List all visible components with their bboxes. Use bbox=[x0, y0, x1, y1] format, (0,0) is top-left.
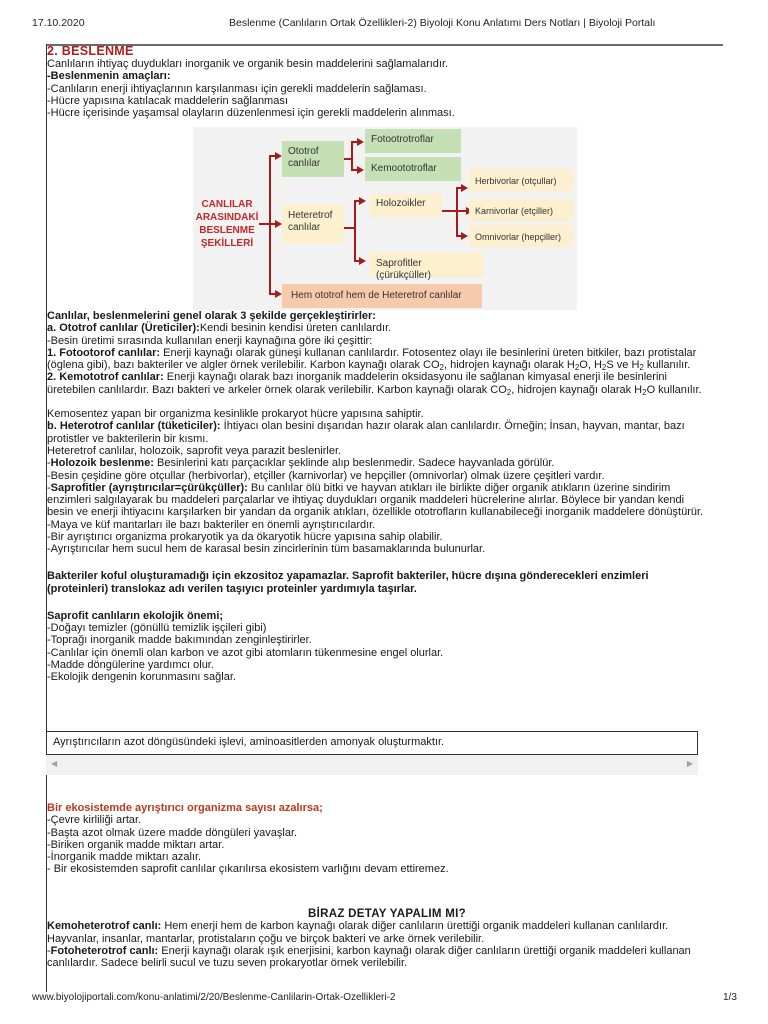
root-label-line: CANLILAR bbox=[201, 199, 253, 210]
box-ototrof: Ototrof canlılar bbox=[282, 141, 344, 177]
box-heterotrof: Heteretrof canlılar bbox=[282, 204, 344, 244]
arrow-icon bbox=[359, 257, 366, 265]
root-label-line: ARASINDAKİ bbox=[195, 212, 259, 223]
list-item: -Toprağı inorganik madde bakımından zenginleştirirler. bbox=[47, 634, 312, 647]
arrow-icon bbox=[275, 152, 282, 160]
term: Saprofitler (ayrıştırıcılar=çürükçüller): bbox=[50, 481, 248, 494]
connector bbox=[259, 223, 269, 225]
text-line: Hayvanlar, insanlar, mantarlar, protistaların çoğu ve birçok bakteri ve arke örnek verilebilir. bbox=[47, 932, 485, 945]
aim-item: -Hücre yapısına katılacak maddelerin sağlanması bbox=[47, 94, 288, 107]
text-line: -Besin üretimi sırasında kullanılan enerji kaynağına göre iki çeşittir: bbox=[47, 334, 373, 347]
text: O kullanılır. bbox=[646, 383, 702, 396]
term: b. Heterotrof canlılar (tüketiciler): bbox=[47, 420, 221, 433]
list-item: -Biriken organik madde miktarı artar. bbox=[47, 838, 225, 851]
subscript: 2 bbox=[642, 387, 647, 397]
info-note-box: Ayrıştırıcıların azot döngüsündeki işlevi, aminoasitlerden amonyak oluşturmaktır. bbox=[46, 731, 698, 755]
text-line: -Besin çeşidine göre otçullar (herbivorlar), etçiller (karnivorlar) ve hepçiller (omnivorlar) olmak üzere çeşitleri vardır. bbox=[47, 469, 605, 482]
aim-item: -Hücre içerisinde yaşamsal olayların düzenlenmesi için gerekli maddelerin alınması. bbox=[47, 107, 455, 120]
list-item: -Başta azot olmak üzere madde döngüleri yavaşlar. bbox=[47, 826, 298, 839]
text: S ve H bbox=[606, 359, 640, 372]
arrow-icon bbox=[357, 166, 364, 174]
holozoik-def bbox=[47, 457, 727, 469]
article-body bbox=[47, 310, 727, 683]
definition: Enerji kaynağı olarak güneşi kullanan canlılardır. Fotosentez olayı ile besinlerini üreten bitkiler, bazı protistalar bbox=[160, 346, 697, 359]
list-item: -Bir ayrıştırıcı organizma prokaryotik ya da ökaryotik hücre yapısına sahip olabilir. bbox=[47, 531, 443, 544]
text: (öglena gibi), bazı bakteriler ve algler örnek verilebilir. Karbon kaynağı olarak CO bbox=[47, 359, 440, 372]
root-label-line: BESLENME bbox=[199, 225, 255, 236]
term: Holozoik beslenme: bbox=[50, 457, 154, 470]
paragraph-heading: Canlılar, beslenmelerini genel olarak 3 şekilde gerçekleştirirler: bbox=[47, 310, 376, 322]
subscript: 2 bbox=[574, 363, 580, 373]
text-line: protistler ve bakterilerin bir kısmı. bbox=[47, 432, 209, 445]
list-item: -İnorganik madde miktarı azalır. bbox=[47, 851, 202, 864]
page-number: 1/3 bbox=[723, 992, 737, 1003]
list-item: -Canlılar için önemli olan karbon ve azot gibi atomların tükenmesine engel olurlar. bbox=[47, 646, 444, 659]
text-line: besin ve enerji ihtiyacını karşılarken bir yandan da organik atıkları, özellikle ototrofların kullanabileceği inorganik maddelere dönüştürür. bbox=[47, 506, 704, 519]
spacer bbox=[47, 556, 727, 570]
intro-text: Canlıların ihtiyaç duydukları inorganik ve organik besin maddelerini sağlamalarıdır. bbox=[47, 58, 449, 70]
text-line bbox=[47, 359, 727, 371]
definition: Enerji kaynağı olarak bazı inorganik maddelerin oksidasyonu ile sağlanan kimyasal enerji ile besinlerini bbox=[163, 371, 667, 384]
spacer bbox=[47, 597, 727, 610]
definition: Kendi besinin kendisi üreten canlılardır. bbox=[199, 322, 392, 335]
arrow-icon bbox=[357, 138, 364, 146]
arrow-icon bbox=[275, 290, 282, 298]
box-karnivor: Karnivorlar (etçiller) bbox=[469, 199, 573, 221]
definition: Enerji kaynağı olarak ışık enerjisini, karbon kaynağı olarak diğer canlıların ürettiği organik maddeleri kullanan bbox=[158, 944, 691, 957]
page-url: www.biyolojiportali.com/konu-anlatimi/2/20/Beslenme-Canlilarin-Ortak-Ozellikleri-2 bbox=[32, 992, 396, 1003]
dash: - bbox=[47, 457, 51, 470]
text: O, H bbox=[579, 359, 602, 372]
box-omnivor: Omnivorlar (hepçiller) bbox=[469, 225, 573, 247]
subscript: 2 bbox=[601, 363, 607, 373]
fotoototrof-def bbox=[47, 347, 727, 359]
box-herbivor: Herbivorlar (otçullar) bbox=[469, 169, 573, 191]
section-title: 2. BESLENME bbox=[47, 44, 134, 58]
box-mixed: Hem ototrof hem de Heteretrof canlılar bbox=[282, 284, 482, 308]
term: Fotoheterotrof canlı: bbox=[50, 944, 159, 957]
list-item: - Bir ekosistemden saprofit canlılar çıkarılırsa ekosistem varlığını devam ettiremez. bbox=[47, 863, 449, 876]
term: 1. Fotootorof canlılar: bbox=[47, 346, 161, 359]
list-item: -Doğayı temizler (gönüllü temizlik işçileri gibi) bbox=[47, 621, 267, 634]
aim-item: -Canlıların enerji ihtiyaçlarının karşılanması için gerekli maddelerin sağlaması. bbox=[47, 82, 427, 95]
box-fotoototrof: Fotootrotroflar bbox=[365, 129, 461, 153]
connector bbox=[344, 227, 354, 229]
text-line: enzimleri salgılayarak bu maddeleri parçalarlar ve ihtiyaç duydukları organik maddeleri hücrelerine alırlar. Böylece bir yandan kendi bbox=[47, 494, 685, 507]
box-kemoototrof: Kemoototroflar bbox=[365, 157, 461, 181]
nutrition-types-diagram bbox=[193, 127, 577, 310]
subscript: 2 bbox=[439, 363, 444, 373]
spacer bbox=[47, 396, 727, 408]
ecosystem-heading: Bir ekosistemde ayrıştırıcı organizma sayısı azalırsa; bbox=[47, 802, 323, 814]
list-item: -Madde döngülerine yardımcı olur. bbox=[47, 658, 214, 671]
saprofit-def bbox=[47, 482, 727, 494]
text: , hidrojen kaynağı olarak H bbox=[443, 359, 575, 372]
list-item: -Ekolojik dengenin korunmasını sağlar. bbox=[47, 671, 236, 684]
subscript: 2 bbox=[506, 387, 512, 397]
definition: Hem enerji hem de karbon kaynağı olarak diğer canlıların ürettiği organik maddeleri kullanan canlılardır. bbox=[161, 920, 669, 933]
detail-heading: BİRAZ DETAY YAPALIM MI? bbox=[308, 908, 466, 920]
list-item: -Ayrıştırıcılar hem sucul hem de karasal besin zincirlerinin tüm basamaklarında bulunurlar. bbox=[47, 543, 486, 556]
root-label-line: ŞEKİLLERİ bbox=[200, 238, 254, 249]
term: 2. Kemototrof canlılar: bbox=[47, 371, 164, 384]
connector bbox=[269, 155, 271, 295]
box-saprofit: Saprofitler (çürükçüller) bbox=[370, 252, 484, 277]
diagram-root-label bbox=[195, 198, 259, 250]
dash: - bbox=[47, 481, 51, 494]
page-title: Beslenme (Canlıların Ortak Özellikleri-2) Biyoloji Konu Anlatımı Ders Notları | Biyoloji Portalı bbox=[229, 17, 656, 29]
scroll-left-arrow-icon[interactable]: ◀ bbox=[51, 759, 58, 768]
box-holozoik: Holozoikler bbox=[370, 194, 442, 217]
kemototrof-def bbox=[47, 371, 727, 383]
horizontal-scrollbar[interactable] bbox=[46, 755, 698, 775]
list-item: -Çevre kirliliği artar. bbox=[47, 814, 142, 827]
connector bbox=[442, 210, 466, 212]
kemoheterotrof-def bbox=[47, 920, 727, 932]
connector bbox=[354, 200, 356, 262]
text-line: canlılardır. Sadece belirli sucul ve tuzu seven prokaryotlar örnek verilebilir. bbox=[47, 957, 408, 970]
aims-heading: -Beslenmenin amaçları: bbox=[47, 70, 171, 83]
text-line: Heteretrof canlılar, holozoik, saprofit veya parazit beslenirler. bbox=[47, 444, 342, 457]
definition: Besinlerini katı parçacıklar şeklinde alıp beslenmedir. Sadece hayvanlada görülür. bbox=[153, 457, 555, 470]
article-content bbox=[47, 44, 727, 119]
bold-note: (proteinleri) translokaz adı verilen taşıyıcı proteinler yardımıyla taşırlar. bbox=[47, 583, 417, 596]
bold-note: Bakteriler koful oluşturamadığı için ekzositoz yapamazlar. Saprofit bakteriler, hücre dışına gönderecekleri enzimleri bbox=[47, 569, 649, 582]
ecology-heading: Saprofit canlıların ekolojik önemi; bbox=[47, 609, 224, 622]
subscript: 2 bbox=[639, 363, 644, 373]
scroll-right-arrow-icon[interactable]: ▶ bbox=[686, 759, 693, 768]
connector bbox=[456, 187, 458, 237]
text: üretebilen canlılardır. Bazı bakteri ve arkeler örnek olarak verilebilir. Karbon kaynağı olarak CO bbox=[47, 383, 507, 396]
print-date: 17.10.2020 bbox=[32, 17, 85, 29]
text-line bbox=[47, 384, 727, 396]
definition: İhtiyacı olan besini dışarıdan hazır olarak alan canlılardır. Örneğin; İnsan, hayvan, mantar, bazı bbox=[220, 420, 685, 433]
list-item: -Maya ve küf mantarları ile bazı bakteriler en önemli ayrıştırıcılardır. bbox=[47, 518, 376, 531]
term: Kemoheterotrof canlı: bbox=[47, 920, 162, 933]
heterotrof-def bbox=[47, 420, 727, 432]
arrow-icon bbox=[275, 220, 282, 228]
dash: - bbox=[47, 944, 51, 957]
detail-section bbox=[47, 908, 727, 969]
text: , hidrojen kaynağı olarak H bbox=[511, 383, 643, 396]
arrow-icon bbox=[461, 232, 468, 240]
arrow-icon bbox=[359, 197, 366, 205]
ecosystem-section bbox=[47, 802, 727, 876]
fotoheterotrof-def bbox=[47, 945, 727, 957]
text-line: Kemosentez yapan bir organizma kesinlikle prokaryot hücre yapısına sahiptir. bbox=[47, 408, 424, 421]
ototrof-def bbox=[47, 322, 727, 334]
connector bbox=[351, 141, 353, 171]
aims-heading-text: Beslenmenin amaçları: bbox=[50, 70, 171, 83]
term: a. Ototrof canlılar (Üreticiler): bbox=[47, 322, 200, 335]
definition: Bu canlılar ölü bitki ve hayvan atıkları ile birlikte diğer organik atıkların üzerine sindirim bbox=[247, 481, 671, 494]
text: kullanılır. bbox=[643, 359, 691, 372]
arrow-icon bbox=[461, 184, 468, 192]
